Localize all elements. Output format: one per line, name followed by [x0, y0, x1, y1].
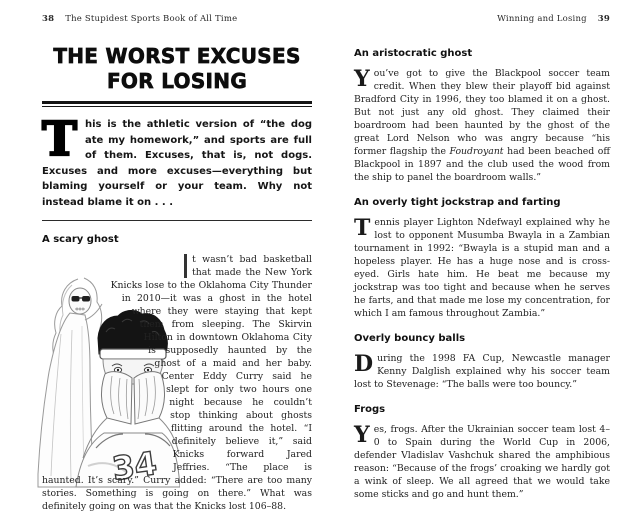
dropcap-T2: T — [354, 215, 371, 241]
section-heading-bouncy-balls: Overly bouncy balls — [354, 333, 466, 344]
thin-rule — [42, 220, 312, 221]
book-title: The Stupidest Sports Book of All Time — [65, 14, 238, 24]
scary-ghost-paragraph — [42, 253, 312, 513]
section-heading-scary-ghost: A scary ghost — [42, 234, 119, 245]
intro-paragraph — [42, 112, 312, 210]
frogs-text: es, frogs. After the Ukrainian soccer team lost 4–0 to Spain during the World Cup in 2006, defender Vladislav Vashchuk shared the amphibious reason: “Because of the frogs’ croaking we hardly got a wink of sleep. We all agreed that we would take some sticks and go and hunt them.” — [354, 424, 610, 500]
dropcap-T: T — [42, 112, 77, 167]
bouncy-balls-paragraph — [354, 352, 610, 391]
chapter-title — [42, 44, 312, 94]
chapter-name: Winning and Losing — [497, 14, 587, 24]
page-right — [322, 0, 640, 500]
section-heading-frogs: Frogs — [354, 404, 386, 415]
section-heading-aristocratic-ghost: An aristocratic ghost — [354, 48, 473, 59]
dropcap-Y: Y — [354, 66, 370, 92]
page-number-left: 38 — [42, 14, 55, 24]
jockstrap-text: ennis player Lighton Ndefwayl explained why he lost to opponent Musumba Bwayla in a Zambian tournament in 1992: “Bwayla is a stupid man and a hopeless player. He has a huge nose and is cross-eyed. Girls hate him. He beat me because my jockstrap was too tight and because when he serves he farts, and that made me lose my concentration, for which I am famous throughout Zambia.” — [354, 217, 610, 319]
intro-text: his is the athletic version of “the dog ate my homework,” and sports are full of them. Excuses, that is, not dogs. Excuses and more excuses—everything but blaming yourself or your team. Why not instead blame it on . . . — [42, 119, 312, 208]
dropcap-Y2: Y — [354, 422, 370, 448]
frogs-paragraph — [354, 423, 610, 501]
ship-name-italic: Foudroyant — [449, 146, 504, 157]
scary-ghost-text: t wasn’t bad basketball that made the New York Knicks lose to the Oklahoma City Thunder in 2010—it was a ghost in the hotel where they were staying that kept them from sleeping. The Skirvin Hilton in downtown Oklahoma City is supposedly haunted by the ghost of a maid and her baby. Center Eddy Curry said he slept for only two hours one night because he couldn’t stop thinking about ghosts flitting around the hotel. “I definitely believe it,” said Knicks forward Jared Jeffries. “The place is haunted. It’s scary.” Curry added: “There are too many stories. Something is going on there.” What was definitely going on was that the Knicks lost 106–88. — [42, 254, 312, 512]
aristocratic-ghost-paragraph — [354, 67, 610, 184]
bouncy-balls-text: uring the 1998 FA Cup, Newcastle manager Kenny Dalglish explained why his soccer team lost to Stevenage: “The balls were too bouncy.” — [354, 353, 610, 390]
dropcap-D: D — [354, 351, 374, 377]
running-head-right — [354, 14, 610, 24]
double-rule — [42, 101, 312, 107]
chapter-title-line2: FOR LOSING — [106, 69, 248, 93]
jersey-number: 34 — [109, 444, 160, 488]
jockstrap-paragraph — [354, 216, 610, 320]
aristocratic-text-end: had been beached off Blackpool in 1897 and the club used the wood from the ship to panel the boardroom walls.” — [354, 146, 611, 183]
chapter-title-line1: THE WORST EXCUSES — [53, 44, 301, 68]
aristocratic-text-start: ou’ve got to give the Blackpool soccer team credit. When they blew their playoff bid against Bradford City in 1996, they too blamed it on a ghost. But not just any old ghost. They claimed their boardroom had been haunted by the ghost of the great Lord Nelson who was angry because “his former flagship the — [354, 68, 610, 157]
dropcap-I-bar — [184, 254, 187, 278]
running-head-left — [42, 14, 312, 24]
page-number-right: 39 — [597, 14, 610, 24]
section-heading-jockstrap: An overly tight jockstrap and farting — [354, 197, 561, 208]
